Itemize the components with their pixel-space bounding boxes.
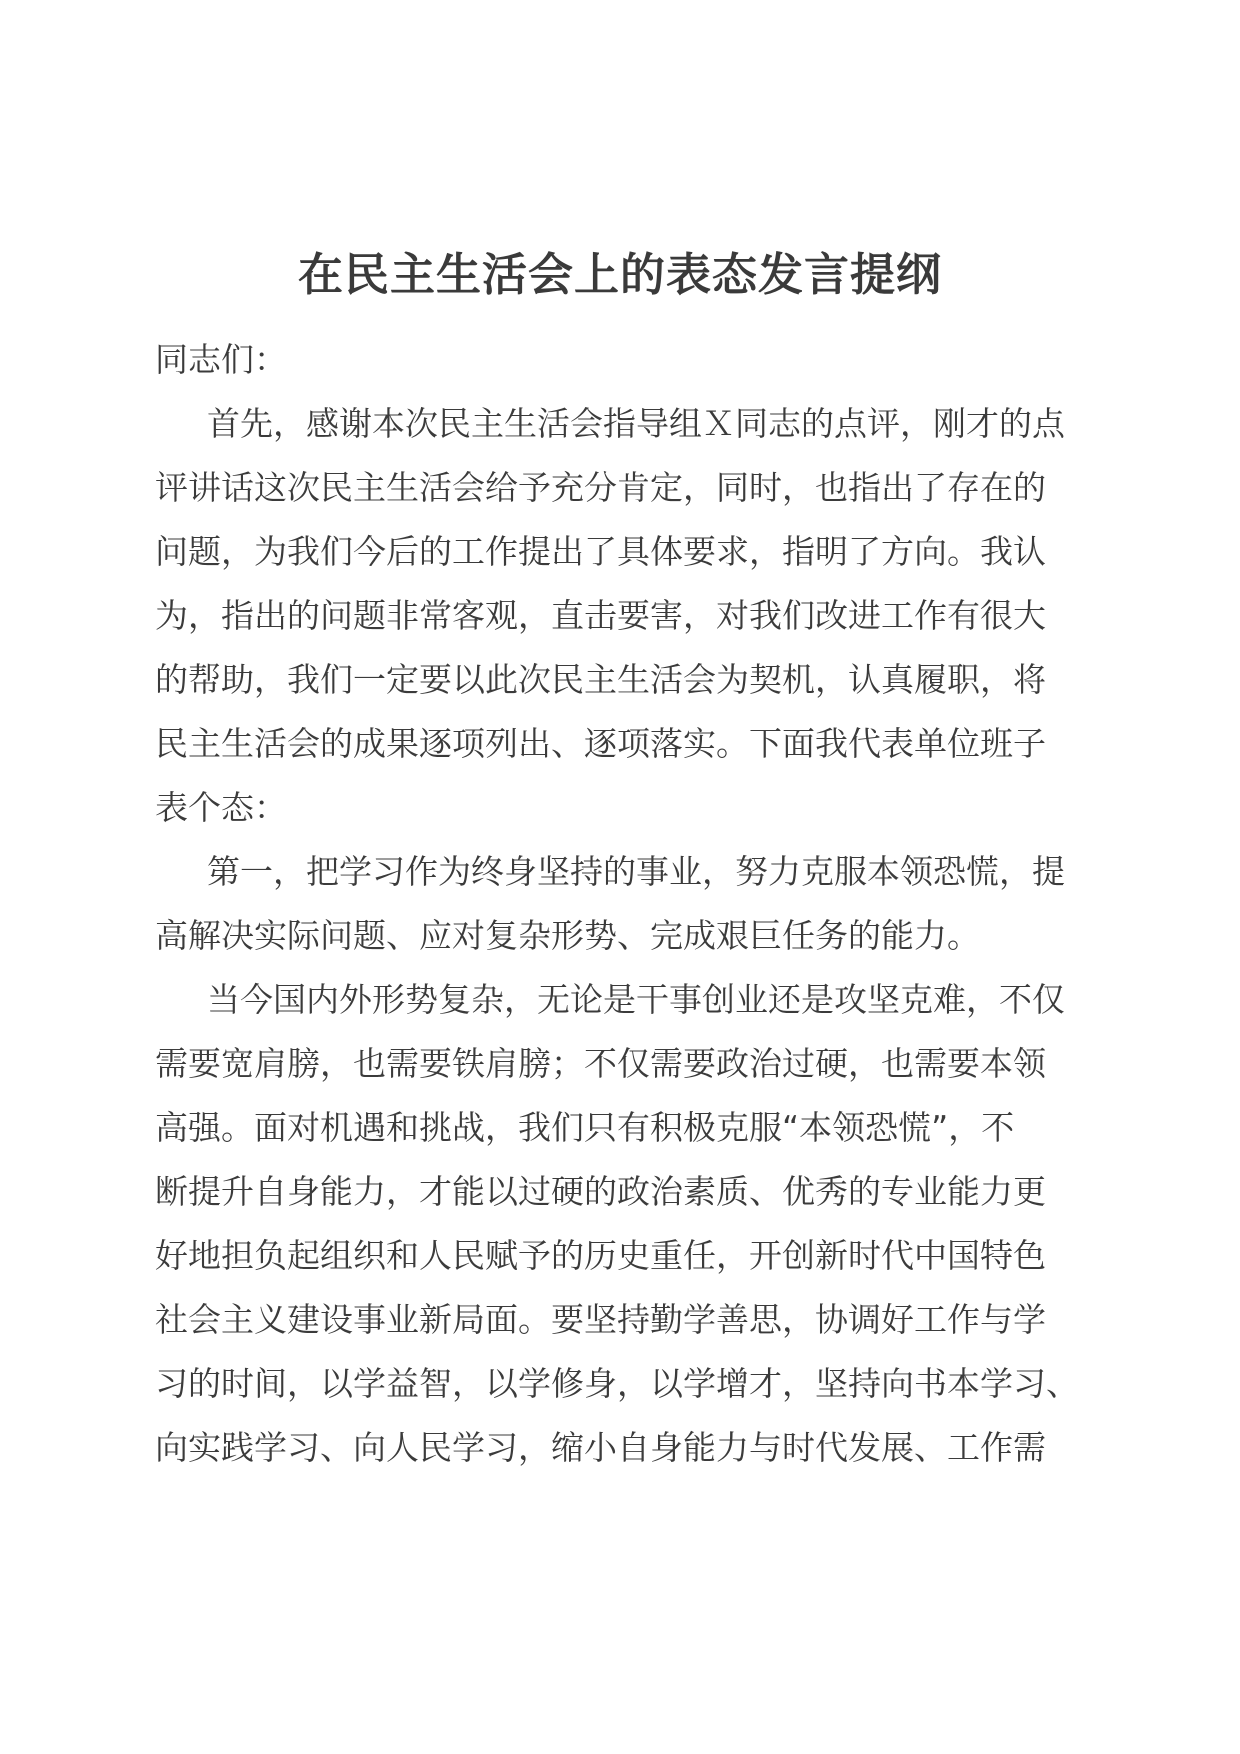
body-line: 向实践学习、向人民学习，缩小自身能力与时代发展、工作需 [155,1428,1046,1467]
salutation-line: 同志们： [155,340,287,379]
body-line: 社会主义建设事业新局面。要坚持勤学善思，协调好工作与学 [155,1300,1046,1339]
body-line: 高强。面对机遇和挑战，我们只有积极克服“本领恐慌”，不 [155,1108,1015,1147]
body-line: 的帮助，我们一定要以此次民主生活会为契机，认真履职，将 [155,660,1046,699]
body-line: 需要宽肩膀，也需要铁肩膀；不仅需要政治过硬，也需要本领 [155,1044,1046,1083]
body-line: 第一，把学习作为终身坚持的事业，努力克服本领恐慌，提 [207,852,1065,891]
body-line: 断提升自身能力，才能以过硬的政治素质、优秀的专业能力更 [155,1172,1046,1211]
body-line: 首先，感谢本次民主生活会指导组Ｘ同志的点评，刚才的点 [207,404,1065,443]
body-line: 为，指出的问题非常客观，直击要害，对我们改进工作有很大 [155,596,1046,635]
body-line: 问题，为我们今后的工作提出了具体要求，指明了方向。我认 [155,532,1046,571]
body-line: 习的时间，以学益智，以学修身，以学增才，坚持向书本学习、 [155,1364,1079,1403]
body-line: 当今国内外形势复杂，无论是干事创业还是攻坚克难，不仅 [207,980,1065,1019]
body-line: 高解决实际问题、应对复杂形势、完成艰巨任务的能力。 [155,916,980,955]
body-line: 民主生活会的成果逐项列出、逐项落实。下面我代表单位班子 [155,724,1046,763]
body-line: 评讲话这次民主生活会给予充分肯定，同时，也指出了存在的 [155,468,1046,507]
document-title: 在民主生活会上的表态发言提纲 [297,248,942,301]
body-line: 表个态： [155,788,287,827]
body-line: 好地担负起组织和人民赋予的历史重任，开创新时代中国特色 [155,1236,1046,1275]
